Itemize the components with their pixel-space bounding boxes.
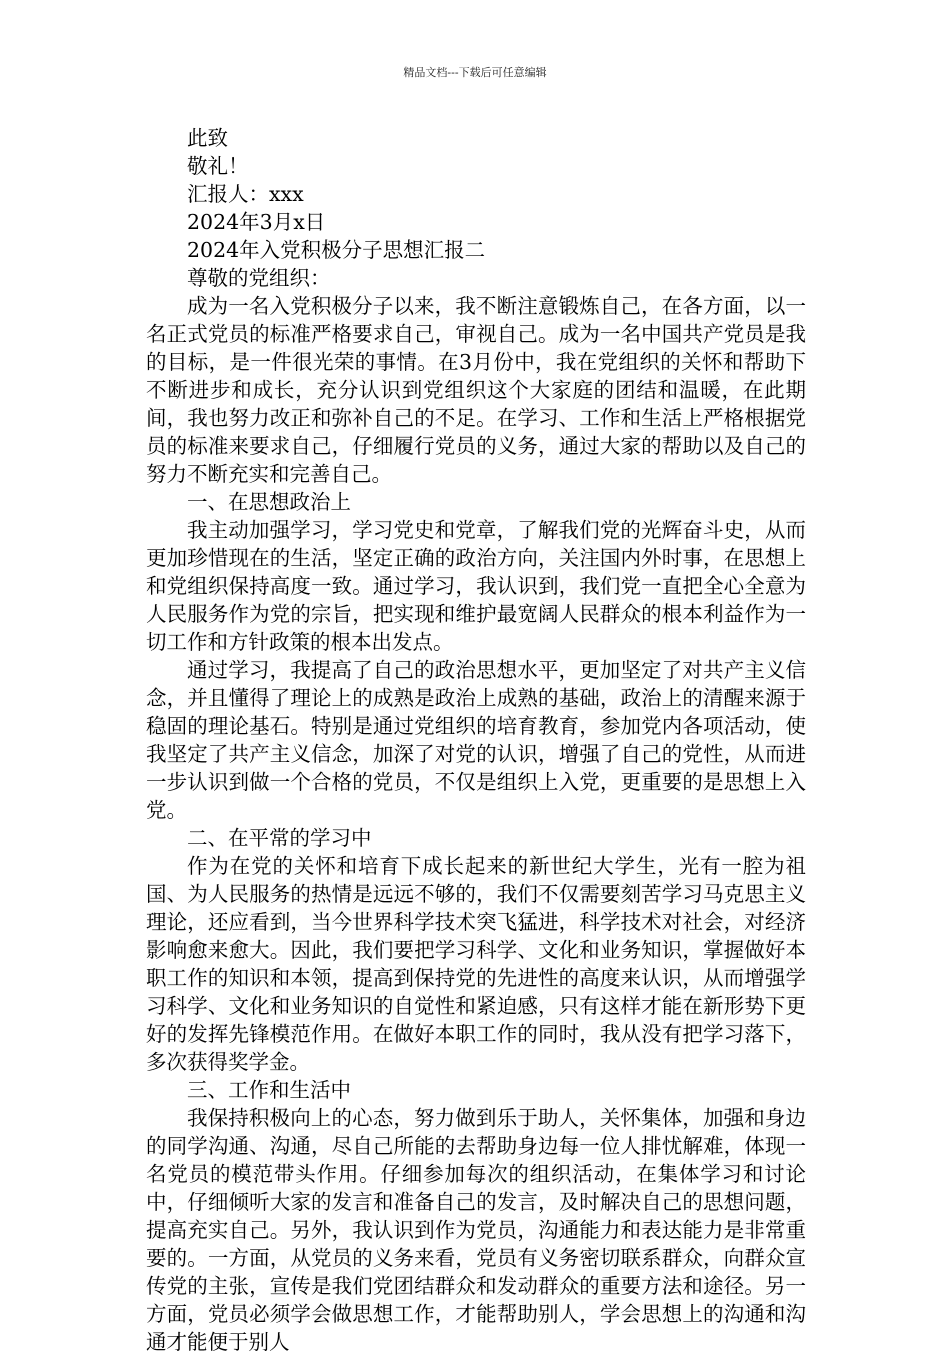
section-3-paragraph-1: 我保持积极向上的心态，努力做到乐于助人，关怀集体，加强和身边的同学沟通、沟通，尽自己所能的去帮助身边每一位人排忧解难，体现一名党员的模范带头作用。仔细参加每次的组织活动，在集体学习和讨论中，仔细倾听大家的发言和准备自己的发言，及时解决自己的思想问题，提高充实自己。另外，我认识到作为党员，沟通能力和表达能力是非常重要的。一方面，从党员的义务来看，党员有义务密切联系群众，向群众宣传党的主张，宣传是我们党团结群众和发动群众的重要方法和途径。另一方面，党员必须学会做思想工作，才能帮助别人，学会思想上的沟通和沟通才能便于别人 [146, 1106, 806, 1354]
section-2-paragraph-1: 作为在党的关怀和培育下成长起来的新世纪大学生，光有一腔为祖国、为人民服务的热情是远远不够的，我们不仅需要刻苦学习马克思主义理论，还应看到，当今世界科学技术突飞猛进，科学技术对社会，对经济影响愈来愈大。因此，我们要把学习科学、文化和业务知识，掌握做好本职工作的知识和本领，提高到保持党的先进性的高度来认识，从而增强学习科学、文化和业务知识的自觉性和紧迫感，只有这样才能在新形势下更好的发挥先锋模范作用。在做好本职工作的同时，我从没有把学习落下，多次获得奖学金。 [146, 854, 806, 1074]
section-1-heading: 一、在思想政治上 [187, 490, 351, 514]
salutation: 尊敬的党组织： [187, 266, 331, 290]
page-header-note: 精品文档---下载后可任意编辑 [403, 66, 547, 79]
section-2-heading: 二、在平常的学习中 [187, 826, 372, 850]
report-title: 2024年入党积极分子思想汇报二 [187, 238, 486, 262]
section-1-paragraph-2: 通过学习，我提高了自己的政治思想水平，更加坚定了对共产主义信念，并且懂得了理论上的成熟是政治上成熟的基础，政治上的清醒来源于稳固的理论基石。特别是通过党组织的培育教育，参加党内各项活动，使我坚定了共产主义信念，加深了对党的认识，增强了自己的党性，从而进一步认识到做一个合格的党员，不仅是组织上入党，更重要的是思想上入党。 [146, 658, 806, 822]
section-3-heading: 三、工作和生活中 [187, 1078, 351, 1102]
closing-line-1: 此致 [187, 126, 228, 150]
intro-paragraph: 成为一名入党积极分子以来，我不断注意锻炼自己，在各方面，以一名正式党员的标准严格要求自己，审视自己。成为一名中国共产党员是我的目标，是一件很光荣的事情。在3月份中，我在党组织的关怀和帮助下不断进步和成长，充分认识到党组织这个大家庭的团结和温暖，在此期间，我也努力改正和弥补自己的不足。在学习、工作和生活上严格根据党员的标准来要求自己，仔细履行党员的义务，通过大家的帮助以及自己的努力不断充实和完善自己。 [146, 294, 806, 486]
section-1-paragraph-1: 我主动加强学习，学习党史和党章，了解我们党的光辉奋斗史，从而更加珍惜现在的生活，坚定正确的政治方向，关注国内外时事，在思想上和党组织保持高度一致。通过学习，我认识到，我们党一直把全心全意为人民服务作为党的宗旨，把实现和维护最宽阔人民群众的根本利益作为一切工作和方针政策的根本出发点。 [146, 518, 806, 654]
closing-line-2: 敬礼！ [187, 154, 249, 178]
date-line: 2024年3月x日 [187, 210, 326, 234]
reporter-line: 汇报人：xxx [187, 182, 304, 206]
document-body [146, 124, 806, 1356]
